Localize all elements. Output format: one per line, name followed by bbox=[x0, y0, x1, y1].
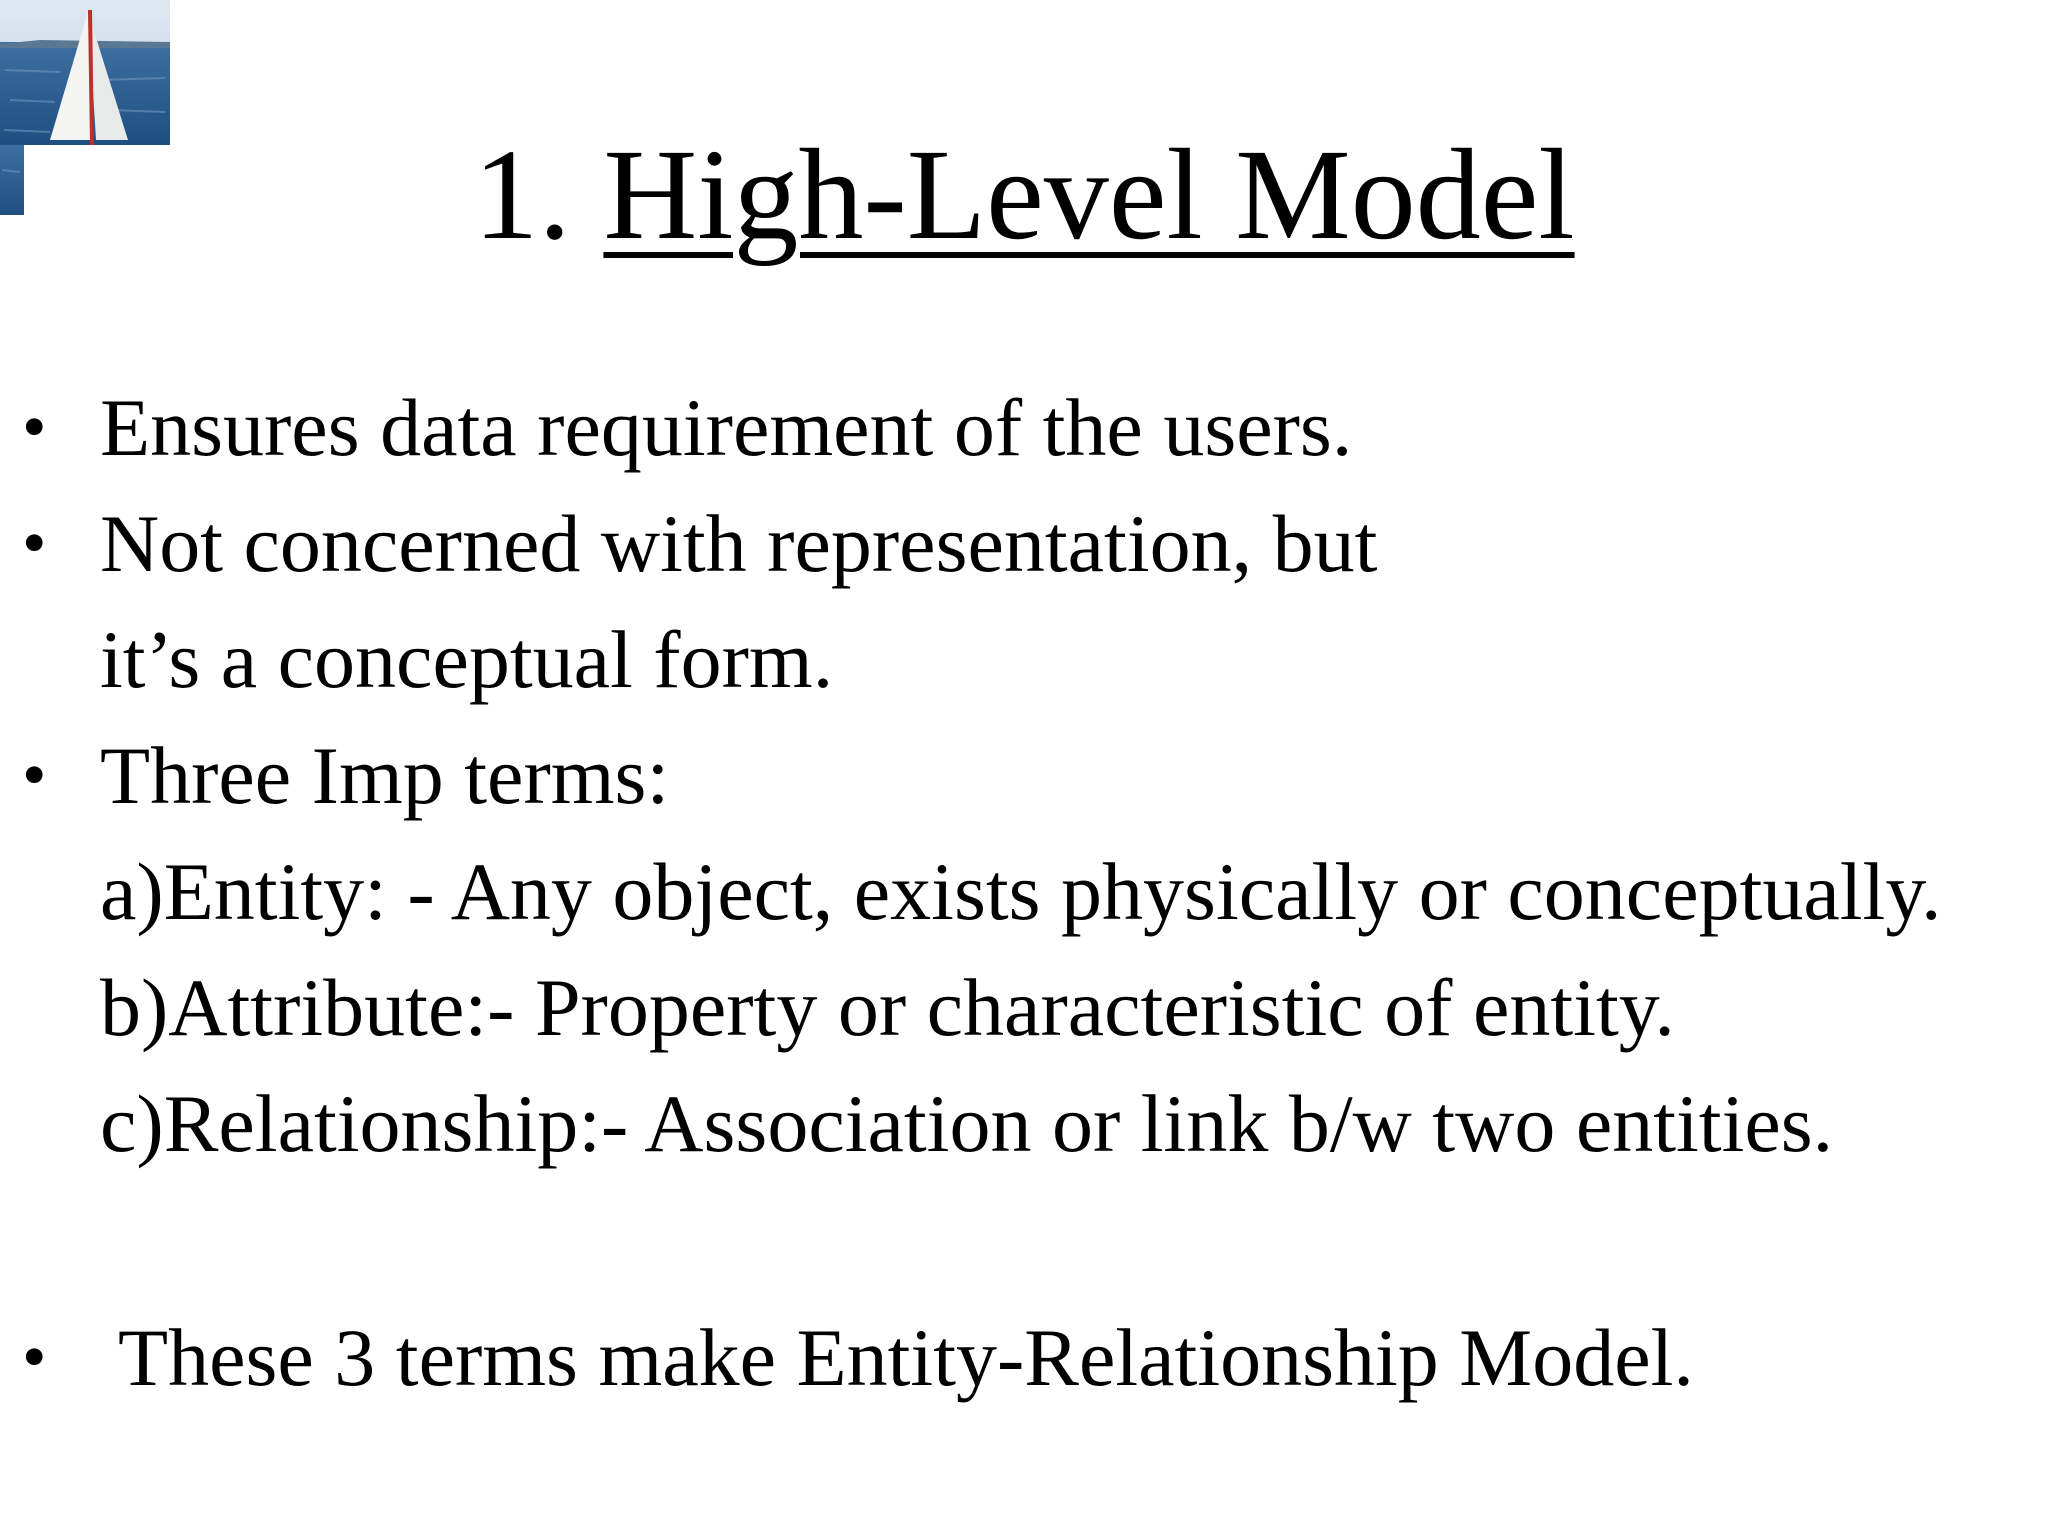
title-number: 1. bbox=[473, 123, 571, 267]
sub-item-relationship: c)Relationship:- Association or link b/w two entities. bbox=[100, 1078, 1834, 1169]
slide-title bbox=[0, 120, 2048, 270]
bullet-marker: • bbox=[22, 1319, 47, 1396]
bullet-item-2-line-1: Not concerned with representation, but bbox=[100, 498, 1378, 589]
bullet-item-4: These 3 terms make Entity-Relationship Model. bbox=[118, 1312, 1694, 1403]
bullet-marker: • bbox=[22, 737, 47, 814]
bullet-marker: • bbox=[22, 389, 47, 466]
bullet-item-3: Three Imp terms: bbox=[100, 730, 670, 821]
bullet-item-2-line-2: it’s a conceptual form. bbox=[100, 614, 834, 705]
sub-item-attribute: b)Attribute:- Property or characteristic of entity. bbox=[100, 962, 1675, 1053]
bullet-marker: • bbox=[22, 505, 47, 582]
title-text: High-Level Model bbox=[603, 123, 1575, 267]
sub-item-entity: a)Entity: - Any object, exists physically or conceptually. bbox=[100, 846, 1942, 937]
bullet-item-1: Ensures data requirement of the users. bbox=[100, 382, 1353, 473]
